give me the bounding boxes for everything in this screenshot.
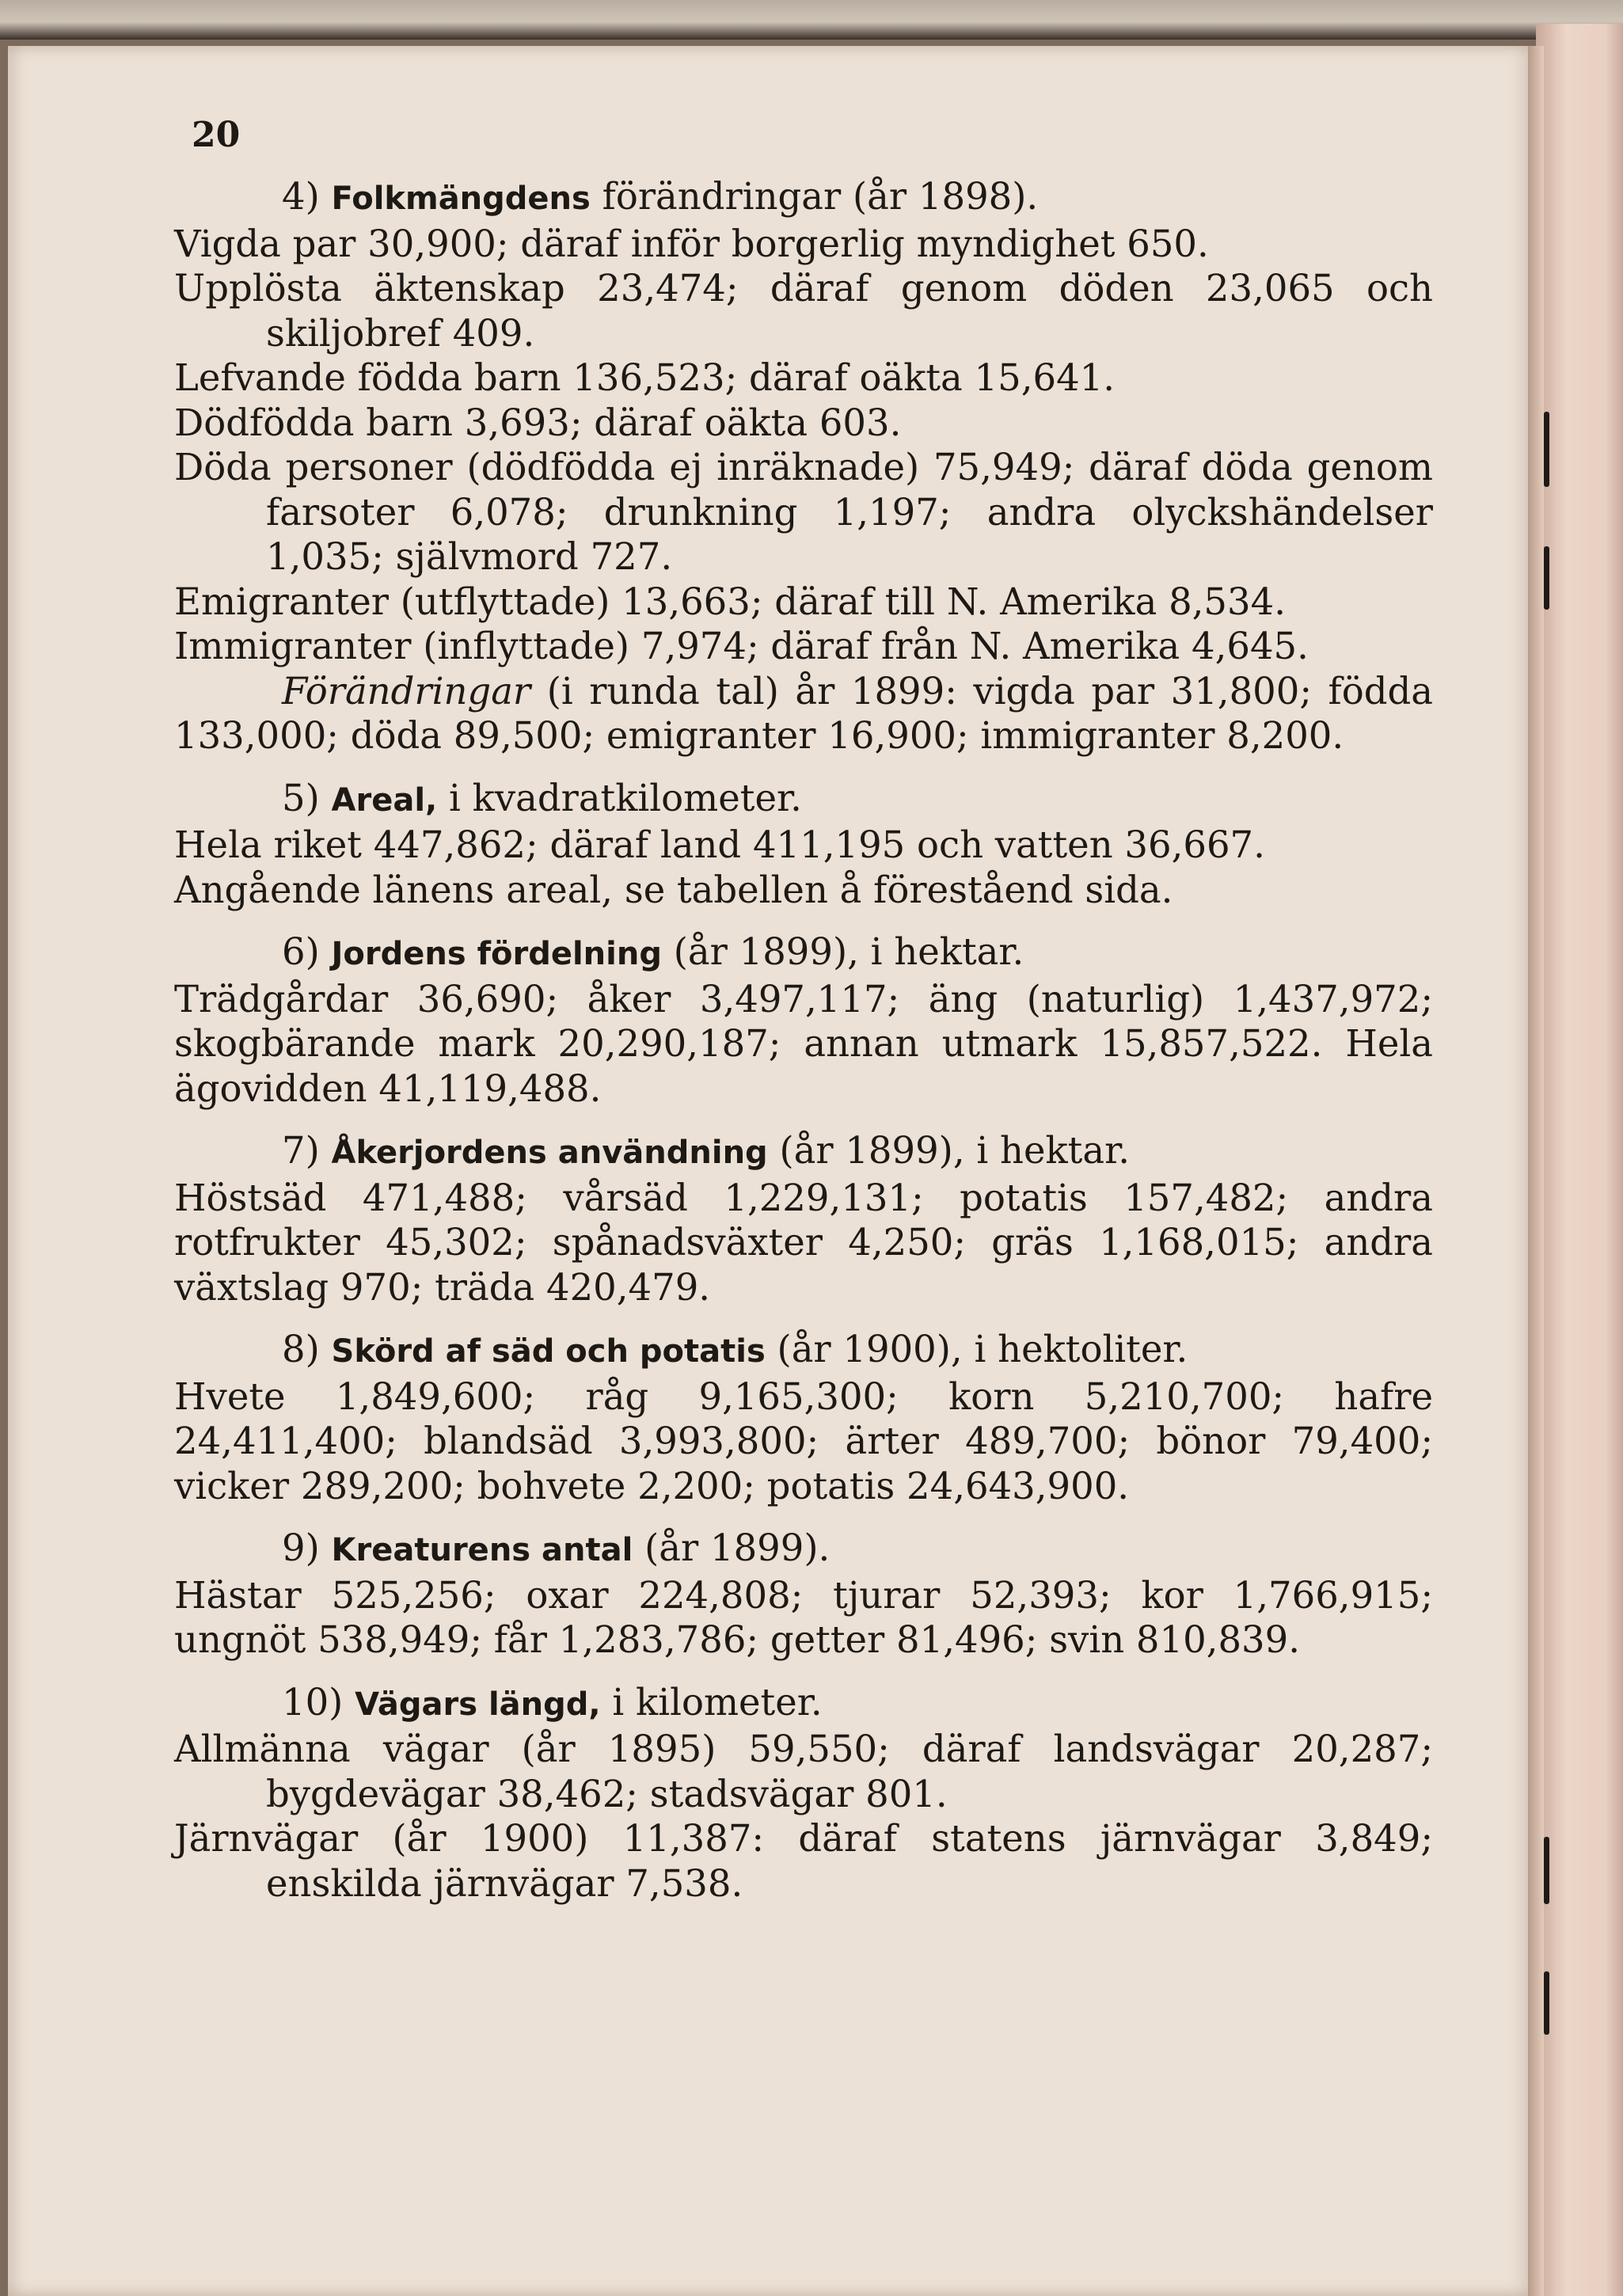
page-text bbox=[174, 111, 1433, 1906]
section-subtitle: förändringar (år 1898). bbox=[590, 175, 1039, 218]
section-jordens-fordelning bbox=[174, 929, 1433, 1111]
page-fold bbox=[1528, 46, 1544, 2296]
binding-staple bbox=[1544, 546, 1549, 610]
section-subtitle: (år 1899). bbox=[633, 1526, 831, 1569]
binding-staple bbox=[1544, 1837, 1549, 1904]
section-subtitle: i kilometer. bbox=[600, 1680, 823, 1724]
section-number: 8) bbox=[282, 1328, 320, 1370]
paragraph: Hvete 1,849,600; råg 9,165,300; korn 5,210,700; hafre 24,411,400; blandsäd 3,993,800; ärter 489,700; bönor 79,400; vicker 289,200; bohvete 2,200; potatis 24,643,900. bbox=[174, 1374, 1433, 1507]
section-subtitle: (år 1899), i hektar. bbox=[661, 930, 1024, 973]
paragraph: Höstsäd 471,488; vårsäd 1,229,131; potatis 157,482; andra rotfrukter 45,302; spånadsväxter 4,250; gräs 1,168,015; andra växtslag 970; träda 420,479. bbox=[174, 1176, 1433, 1309]
paragraph: Hästar 525,256; oxar 224,808; tjurar 52,393; kor 1,766,915; ungnöt 538,949; får 1,283,786; getter 81,496; svin 810,839. bbox=[174, 1573, 1433, 1661]
paragraph: Angående länens areal, se tabellen å föreståend sida. bbox=[174, 868, 1173, 911]
paragraph: Emigranter (utflyttade) 13,663; däraf till N. Amerika 8,534. bbox=[174, 580, 1286, 623]
binding-staple bbox=[1544, 412, 1549, 487]
section-heading bbox=[174, 1680, 1433, 1728]
section-heading bbox=[174, 1327, 1433, 1374]
section-title: Areal, bbox=[331, 781, 438, 819]
section-title: Skörd af säd och potatis bbox=[331, 1333, 766, 1370]
section-title: Jordens fördelning bbox=[331, 936, 662, 972]
note-paragraph bbox=[174, 669, 1433, 758]
paragraph: Vigda par 30,900; däraf inför borgerlig myndighet 650. bbox=[174, 222, 1209, 265]
section-heading bbox=[174, 1128, 1433, 1176]
section-heading bbox=[174, 929, 1433, 977]
section-number: 6) bbox=[282, 930, 320, 973]
paragraph: Järnvägar (år 1900) 11,387: däraf statens järnvägar 3,849; enskilda järnvägar 7,538. bbox=[174, 1817, 1433, 1905]
note-label: Förändringar bbox=[282, 669, 531, 713]
section-heading bbox=[174, 1526, 1433, 1573]
section-subtitle: (år 1900), i hektoliter. bbox=[765, 1328, 1188, 1370]
paragraph: Trädgårdar 36,690; åker 3,497,117; äng (naturlig) 1,437,972; skogbärande mark 20,290,187; annan utmark 15,857,522. Hela ägovidden 41,119,488. bbox=[174, 977, 1433, 1110]
paragraph: Allmänna vägar (år 1895) 59,550; däraf landsvägar 20,287; bygdevägar 38,462; stadsvägar 801. bbox=[174, 1728, 1433, 1815]
section-number: 5) bbox=[282, 776, 320, 819]
section-subtitle: i kvadratkilometer. bbox=[437, 776, 802, 819]
section-title: Vägars längd, bbox=[355, 1686, 601, 1723]
section-number: 4) bbox=[282, 175, 320, 218]
section-heading bbox=[174, 174, 1433, 222]
note-text: (i runda tal) år 1899: vigda par 31,800; födda 133,000; döda 89,500; emigranter 16,900; immigranter 8,200. bbox=[174, 669, 1433, 757]
section-folkmangd bbox=[174, 174, 1433, 758]
paragraph: Döda personer (dödfödda ej inräknade) 75,949; däraf döda genom farsoter 6,078; drunkning 1,197; andra olyckshändelser 1,035; självmord 727. bbox=[174, 446, 1433, 578]
section-vagar bbox=[174, 1680, 1433, 1906]
section-kreatur bbox=[174, 1526, 1433, 1663]
paragraph: Hela riket 447,862; däraf land 411,195 och vatten 36,667. bbox=[174, 823, 1265, 866]
section-title: Folkmängdens bbox=[331, 181, 591, 217]
page-number: 20 bbox=[192, 115, 241, 155]
section-areal bbox=[174, 776, 1433, 913]
paragraph: Lefvande födda barn 136,523; däraf oäkta 15,641. bbox=[174, 356, 1116, 399]
paragraph: Immigranter (inflyttade) 7,974; däraf från N. Amerika 4,645. bbox=[174, 625, 1309, 667]
top-page-edge bbox=[0, 0, 1623, 40]
section-heading bbox=[174, 776, 1433, 823]
section-subtitle: (år 1899), i hektar. bbox=[767, 1129, 1130, 1172]
section-title: Kreaturens antal bbox=[331, 1532, 633, 1568]
section-number: 9) bbox=[282, 1526, 320, 1569]
next-page-edge bbox=[1536, 24, 1623, 2296]
section-number: 10) bbox=[282, 1680, 344, 1724]
binding-staple bbox=[1544, 1971, 1549, 2035]
section-skord bbox=[174, 1327, 1433, 1508]
section-title: Åkerjordens användning bbox=[331, 1135, 768, 1171]
section-akerjordens-anvandning bbox=[174, 1128, 1433, 1310]
paragraph: Upplösta äktenskap 23,474; däraf genom döden 23,065 och skiljobref 409. bbox=[174, 267, 1433, 355]
section-number: 7) bbox=[282, 1129, 320, 1172]
paragraph: Dödfödda barn 3,693; däraf oäkta 603. bbox=[174, 401, 902, 444]
